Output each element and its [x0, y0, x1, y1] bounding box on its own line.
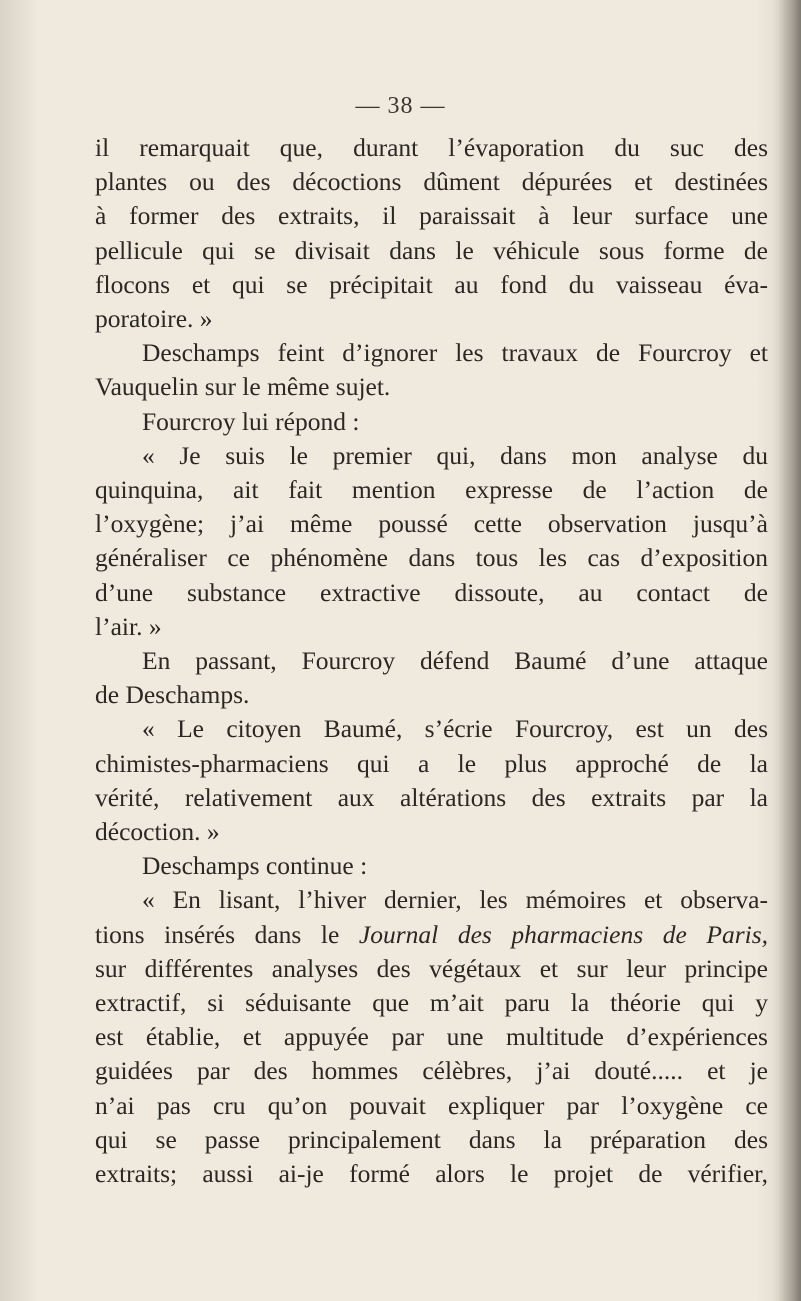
text-line-with-title	[95, 918, 768, 952]
text-line-part: tions insérés dans le	[95, 919, 340, 949]
text-line: flocons et qui se précipitait au fond du vaisseau éva-	[95, 269, 768, 299]
text-line: chimistes-pharmaciens qui a le plus approché de la	[95, 748, 768, 778]
text-line: « Le citoyen Baumé, s’écrie Fourcroy, est un des	[142, 714, 768, 744]
text-line: plantes ou des décoctions dûment dépurées et destinées	[95, 167, 768, 197]
text-line: sur différentes analyses des végétaux et sur leur principe	[95, 953, 768, 983]
text-line: est établie, et appuyée par une multitude d’expériences	[95, 1022, 768, 1052]
text-line: l’oxygène; j’ai même poussé cette observation jusqu’à	[95, 509, 768, 539]
text-line: guidées par des hommes célèbres, j’ai douté..... et je	[95, 1056, 768, 1086]
text-line: généraliser ce phénomène dans tous les cas d’exposition	[95, 543, 768, 573]
text-line: à former des extraits, il paraissait à leur surface une	[95, 201, 768, 231]
text-line: poratoire. »	[95, 304, 213, 334]
page-edge	[779, 0, 801, 1301]
text-line: En passant, Fourcroy défend Baumé d’une attaque	[142, 646, 768, 676]
text-line: n’ai pas cru qu’on pouvait expliquer par l’oxygène ce	[95, 1090, 768, 1120]
text-line: extractif, si séduisante que m’ait paru la théorie qui y	[95, 988, 768, 1018]
text-line: il remarquait que, durant l’évaporation du suc des	[95, 133, 768, 162]
body-text	[95, 131, 768, 1191]
text-line: Vauquelin sur le même sujet.	[95, 372, 391, 402]
text-line: d’une substance extractive dissoute, au contact de	[95, 577, 768, 607]
text-line: extraits; aussi ai-je formé alors le projet de vérifier,	[95, 1159, 768, 1189]
journal-title: Journal des pharmaciens de Paris,	[358, 919, 768, 949]
text-line: de Deschamps.	[95, 680, 250, 710]
text-line: pellicule qui se divisait dans le véhicule sous forme de	[95, 235, 768, 265]
text-line: Deschamps feint d’ignorer les travaux de Fourcroy et	[142, 338, 768, 368]
text-line: décoction. »	[95, 817, 220, 847]
text-line: qui se passe principalement dans la préparation des	[95, 1124, 768, 1154]
text-line: l’air. »	[95, 611, 162, 641]
text-line: Fourcroy lui répond :	[142, 406, 360, 436]
text-line: « Je suis le premier qui, dans mon analyse du	[142, 440, 768, 470]
page-number: — 38 —	[355, 93, 446, 119]
text-line: « En lisant, l’hiver dernier, les mémoires et observa-	[142, 885, 768, 915]
text-line: vérité, relativement aux altérations des extraits par la	[95, 782, 768, 812]
text-line: Deschamps continue :	[142, 851, 368, 881]
text-line: quinquina, ait fait mention expresse de l’action de	[95, 475, 768, 505]
